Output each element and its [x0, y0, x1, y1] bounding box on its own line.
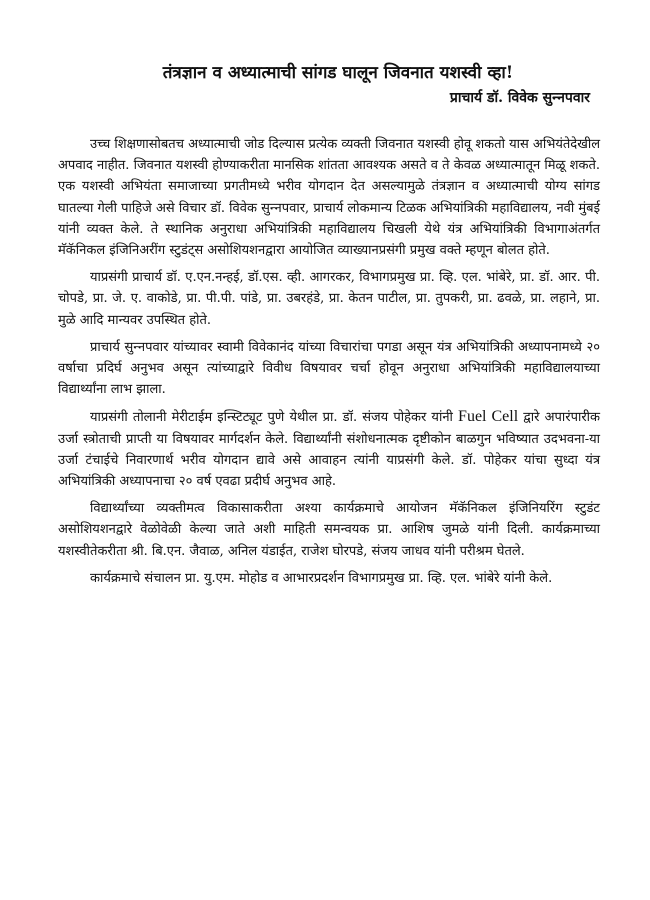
- paragraph-fuel-cell-text-before: याप्रसंगी तोलानी मेरीटाईम इन्स्टिट्यूट पुणे येथील प्रा. डॉ. संजय पोहेकर यांनी: [90, 410, 453, 426]
- article-title: तंत्रज्ञान व अध्यात्माची सांगड घालून जिवनात यशस्वी व्हा!: [162, 63, 514, 83]
- paragraph-fuel-cell-text-after: द्वारे अपारंपारीक उर्जा स्त्रोताची प्राप्ती या विषयावर मार्गदर्शन केले. विद्यार्थ्यांनी संशोधनात्मक दृष्टीकोन बाळगुन भविष्यात उदभवना-या उर्जा टंचाईचे निवारणार्थ भरीव योगदान द्यावे असे आवाहन त्यांनी याप्रसंगी केले. डॉ. पोहेकर यांचा सुध्दा यंत्र अभियांत्रिकी अध्यापनाचा २० वर्ष एवढा प्रदीर्घ अनुभव आहे.: [58, 410, 601, 490]
- paragraph-closing: कार्यक्रमाचे संचालन प्रा. यु.एम. मोहोड व आभारप्रदर्शन विभागप्रमुख प्रा. व्हि. एल. भांबेरे यांनी केले.: [90, 570, 553, 586]
- paragraph-organizers: विद्यार्थ्यांच्या व्यक्तीमत्व विकासाकरीता अश्या कार्यक्रमाचे आयोजन मॅकॅनिकल इंजिनियरिंग स्टुडंट असोशियशनद्वारे वेळोवेळी केल्या जाते अशी माहिती समन्वयक प्रा. आशिष जुमळे यांनी दिली. कार्यक्रमाच्या यशस्वीतेकरीता श्री. बि.एन. जैवाळ, अनिल यंडाईत, राजेश घोरपडे, संजय जाधव यांनी परीश्रम घेतले.: [58, 501, 600, 559]
- paragraph-fuel-cell-guidance: [58, 406, 600, 492]
- article-author: प्राचार्य डॉ. विवेक सुन्‍नपवार: [449, 90, 590, 106]
- paragraph-intro: उच्च शिक्षणासोबतच अध्यात्माची जोड दिल्यास प्रत्येक व्यक्ती जिवनात यशस्वी होवू शकतो यास अभियंतेदेखील अपवाद नाहीत. जिवनात यशस्वी होण्याकरीता मानसिक शांतता आवश्यक असते व ते केवळ अध्यात्मातून मिळू शकते. एक यशस्वी अभियंता समाजाच्या प्रगतीमध्ये भरीव योगदान देत असल्यामुळे तंत्रज्ञान व अध्यात्माची योग्य सांगड घातल्या गेली पाहिजे असे विचार डॉ. विवेक सुन्‍नपवार, प्राचार्य लोकमान्य टिळक अभियांत्रिकी महाविद्यालय, नवी मुंबई यांनी व्यक्त केले. ते स्थानिक अनुराधा अभियांत्रिकी महाविद्यालय चिखली येथे यंत्र अभियांत्रिकी विभागाअंतर्गत मॅकॅनिकल इंजिनिअरींग स्टुडंट्स असोशियशनद्वारा आयोजित व्याख्यानप्रसंगी प्रमुख वक्ते म्हणून बोलत होते.: [58, 137, 601, 259]
- fuel-cell-term: Fuel Cell: [458, 408, 519, 426]
- paragraph-attendees: याप्रसंगी प्राचार्य डॉ. ए.एन.नन्हई, डॉ.एस. व्ही. आगरकर, विभागप्रमुख प्रा. व्हि. एल. भांबेरे, प्रा. डॉ. आर. पी. चोपडे, प्रा. जे. ए. वाकोडे, प्रा. पी.पी. पांडे, प्रा. उबरहंडे, प्रा. केतन पाटील, प्रा. तुपकरी, प्रा. ढवळे, प्रा. लहाने, प्रा. मुळे आदि मान्यवर उपस्थित होते.: [58, 270, 600, 328]
- paragraph-principal-experience: प्राचार्य सुन्‍नपवार यांच्यावर स्वामी विवेकानंद यांच्या विचारांचा पगडा असून यंत्र अभियांत्रिकी अध्यापनामध्ये २० वर्षाचा प्रदिर्घ अनुभव असून त्यांच्याद्वारे विवीध विषयावर चर्चा होवून अनुराधा अभियांत्रिकी महाविद्यालयाच्या विद्यार्थ्यांना लाभ झाला.: [58, 339, 600, 398]
